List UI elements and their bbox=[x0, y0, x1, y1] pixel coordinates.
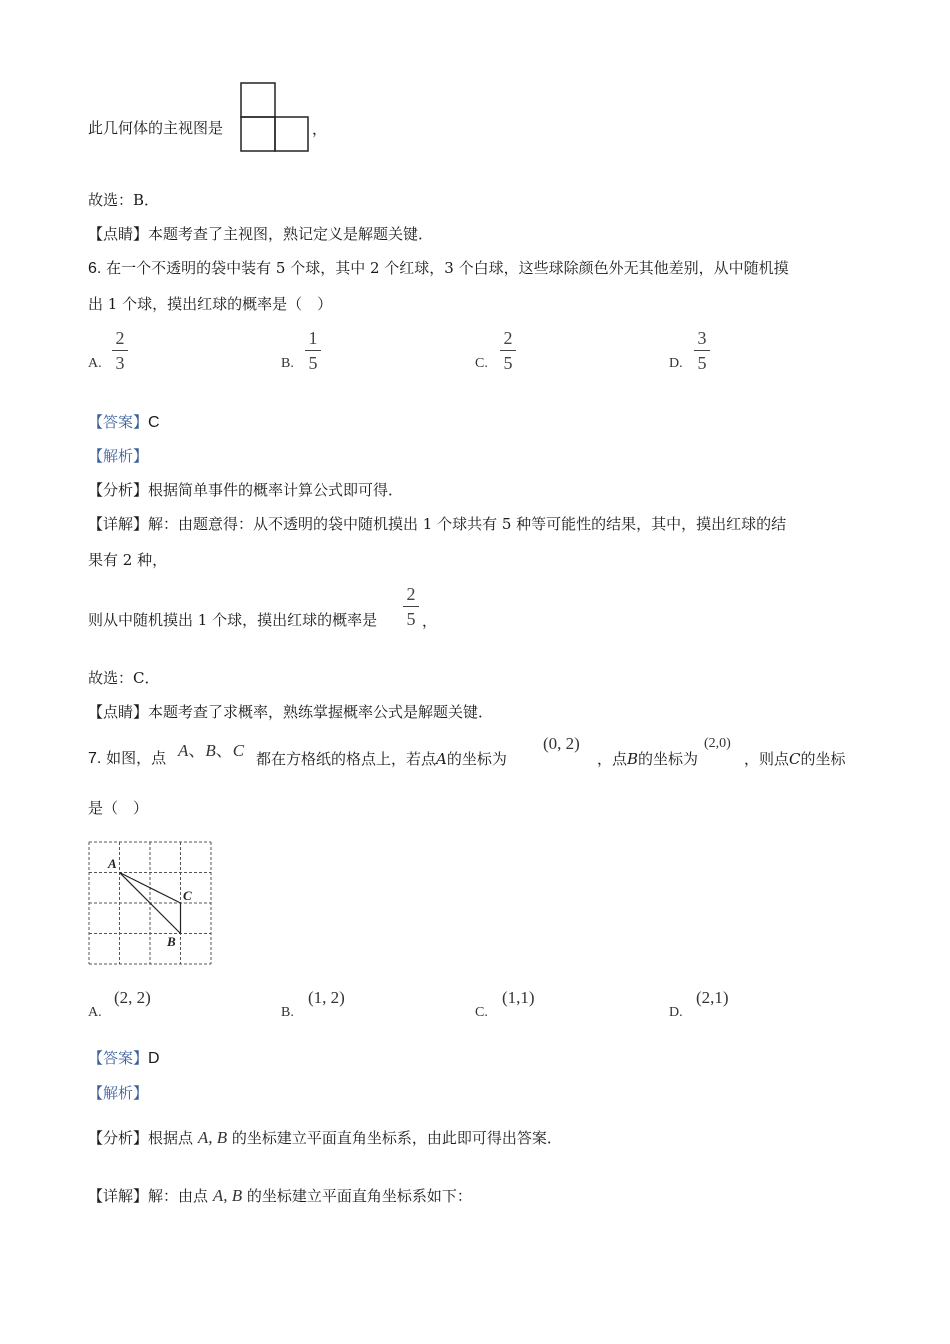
note-text: 本题考查了主视图，熟记定义是解题关键． bbox=[148, 225, 434, 243]
q7-option-a-label: A. bbox=[88, 1005, 102, 1020]
detail-label: 【详解】 bbox=[88, 515, 149, 533]
q7-text: 的坐标为 bbox=[638, 750, 699, 768]
q7-point-list bbox=[178, 736, 244, 761]
q6-option-c-fraction bbox=[500, 328, 516, 373]
note-text: 本题考查了求概率，熟练掌握概率公式是解题关键． bbox=[148, 703, 494, 721]
coord-b: (2,0) bbox=[704, 736, 731, 751]
q7-text: 如图，点 bbox=[106, 749, 167, 767]
denominator: 3 bbox=[115, 353, 125, 373]
fenxi-text: 根据点 bbox=[148, 1129, 194, 1147]
separator: 、 bbox=[215, 741, 233, 760]
point-c-name: C bbox=[789, 750, 801, 768]
note-label: 【点睛】 bbox=[88, 225, 149, 243]
q7-fenxi bbox=[88, 1128, 562, 1148]
numerator: 2 bbox=[503, 328, 513, 348]
q6-option-d-label: D. bbox=[669, 356, 683, 371]
q6-option-c-label: C. bbox=[475, 356, 488, 371]
q6-fenxi bbox=[88, 480, 403, 500]
view-comma: ， bbox=[312, 120, 328, 138]
figure-label-b: B bbox=[167, 934, 176, 949]
denominator: 5 bbox=[406, 609, 416, 629]
q7-option-c-label: C. bbox=[475, 1005, 488, 1020]
denominator: 5 bbox=[308, 353, 318, 373]
q7-detail bbox=[88, 1186, 472, 1206]
q6-stem-text1: 在一个不透明的袋中装有 5 个球，其中 2 个红球，3 个白球，这些球除颜色外无其他差别，从中随机摸 bbox=[106, 259, 789, 277]
detail-text1: 解：由题意得：从不透明的袋中随机摸出 1 个球共有 5 种等可能性的结果，其中，摸出红球的结 bbox=[148, 515, 787, 533]
q6-detail-line3: 则从中随机摸出 1 个球，摸出红球的概率是 bbox=[88, 611, 378, 629]
numerator: 2 bbox=[115, 328, 125, 348]
q6-option-b-fraction bbox=[305, 328, 321, 373]
answer-value: C bbox=[148, 414, 160, 431]
detail-points: A, B bbox=[212, 1186, 243, 1205]
view-text: 此几何体的主视图是 bbox=[88, 119, 224, 137]
q7-stem-line1 bbox=[88, 748, 166, 769]
q6-note bbox=[88, 702, 493, 722]
point-c-label: C bbox=[232, 741, 245, 760]
q7-option-c-value: (1,1) bbox=[502, 988, 535, 1007]
fenxi-label: 【分析】 bbox=[88, 1129, 149, 1147]
figure-label-c: C bbox=[183, 888, 192, 903]
detail-text: 的坐标建立平面直角坐标系如下： bbox=[246, 1187, 472, 1205]
q7-text: 都在方格纸的格点上，若点 bbox=[256, 750, 437, 768]
fenxi-text: 根据简单事件的概率计算公式即可得． bbox=[148, 481, 404, 499]
question-number: 7. bbox=[88, 750, 102, 767]
fenxi-text: 的坐标建立平面直角坐标系，由此即可得出答案． bbox=[231, 1129, 562, 1147]
note-label: 【点睛】 bbox=[88, 703, 149, 721]
q7-text: 的坐标 bbox=[800, 750, 846, 768]
numerator: 2 bbox=[406, 584, 416, 604]
q7-stem-part3 bbox=[597, 748, 698, 769]
q7-stem-line2: 是（ ） bbox=[88, 799, 149, 817]
q7-option-b-label: B. bbox=[281, 1005, 294, 1020]
q7-analysis-label: 【解析】 bbox=[88, 1084, 149, 1102]
q6-option-b-label: B. bbox=[281, 356, 294, 371]
point-a-label: A bbox=[178, 741, 189, 760]
front-view-figure bbox=[240, 82, 310, 154]
answer-value: D bbox=[148, 1050, 160, 1067]
view-sentence bbox=[88, 118, 223, 138]
q7-stem-part2 bbox=[256, 748, 507, 769]
question-number: 6. bbox=[88, 260, 102, 277]
q6-detail-fraction bbox=[403, 584, 419, 629]
figure-label-a: A bbox=[108, 856, 117, 871]
detail-label: 【详解】 bbox=[88, 1187, 149, 1205]
q7-answer bbox=[88, 1048, 160, 1069]
grid-figure bbox=[80, 836, 220, 971]
q6-detail-line2: 果有 2 种， bbox=[88, 551, 168, 569]
denominator: 5 bbox=[503, 353, 513, 373]
point-a-name: A bbox=[436, 750, 447, 768]
q5-conclusion: 故选：B． bbox=[88, 191, 160, 209]
q6-analysis-label: 【解析】 bbox=[88, 447, 149, 465]
q6-option-a-label: A. bbox=[88, 356, 102, 371]
coord-a: (0, 2) bbox=[543, 734, 580, 753]
point-b-label: B bbox=[205, 741, 216, 760]
q6-stem-line2: 出 1 个球，摸出红球的概率是（ ） bbox=[88, 295, 333, 313]
q5-note bbox=[88, 224, 433, 244]
denominator: 5 bbox=[697, 353, 707, 373]
q7-option-a-value: (2, 2) bbox=[114, 988, 151, 1007]
separator: 、 bbox=[188, 741, 206, 760]
detail-text: 解：由点 bbox=[148, 1187, 209, 1205]
answer-label: 【答案】 bbox=[88, 1049, 149, 1067]
point-b-name: B bbox=[627, 750, 639, 768]
numerator: 3 bbox=[697, 328, 707, 348]
q7-text: ，则点 bbox=[744, 750, 790, 768]
q7-stem-part4 bbox=[744, 748, 846, 769]
q6-detail-comma: ， bbox=[422, 612, 438, 630]
q7-option-b-value: (1, 2) bbox=[308, 988, 345, 1007]
q6-detail-line1 bbox=[88, 514, 786, 534]
q6-conclusion: 故选：C． bbox=[88, 669, 160, 687]
q6-option-a-fraction bbox=[112, 328, 128, 373]
fenxi-label: 【分析】 bbox=[88, 481, 149, 499]
q6-stem-line1 bbox=[88, 258, 789, 279]
q6-option-d-fraction bbox=[694, 328, 710, 373]
q7-option-d-label: D. bbox=[669, 1005, 683, 1020]
q7-text: ，点 bbox=[597, 750, 628, 768]
numerator: 1 bbox=[308, 328, 318, 348]
q7-option-d-value: (2,1) bbox=[696, 988, 729, 1007]
q6-answer bbox=[88, 412, 160, 433]
q7-text: 的坐标为 bbox=[446, 750, 507, 768]
answer-label: 【答案】 bbox=[88, 413, 149, 431]
fenxi-points: A, B bbox=[197, 1128, 228, 1147]
